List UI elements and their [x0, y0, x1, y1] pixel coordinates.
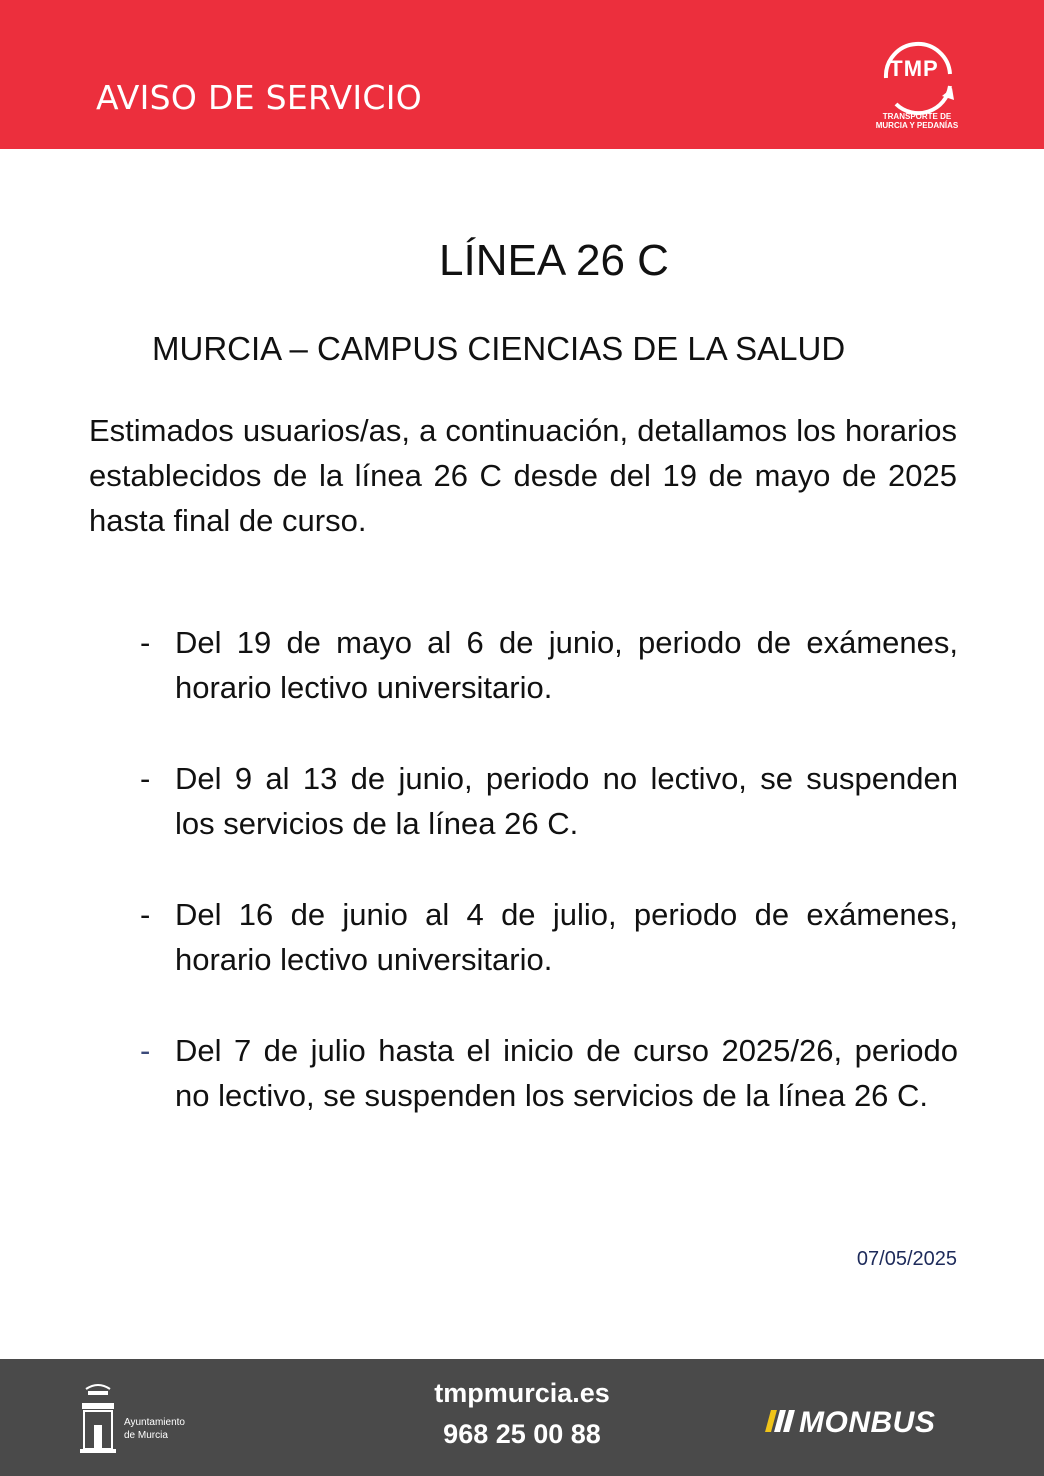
- list-item: [140, 756, 958, 846]
- website-link[interactable]: tmpmurcia.es: [434, 1378, 610, 1408]
- tmp-logo-text: TMP: [889, 56, 939, 81]
- schedule-list: [140, 620, 958, 1164]
- line-title: LÍNEA 26 C: [439, 236, 669, 285]
- list-item: [140, 1028, 958, 1118]
- list-item-text: Del 7 de julio hasta el inicio de curso 2025/26, periodo no lectivo, se suspenden los servicios de la línea 26 C.: [175, 1033, 958, 1113]
- list-dash: -: [140, 1033, 151, 1068]
- city-hall-label-1: Ayuntamiento: [124, 1417, 185, 1428]
- city-hall-label-2: de Murcia: [124, 1430, 168, 1441]
- monbus-bars-icon: [768, 1406, 795, 1440]
- list-dash: -: [140, 897, 151, 932]
- list-dash: -: [140, 625, 151, 660]
- list-item: [140, 892, 958, 982]
- route-title: MURCIA – CAMPUS CIENCIAS DE LA SALUD: [152, 330, 846, 367]
- list-dash: -: [140, 761, 151, 796]
- tmp-logo-subtitle: [862, 112, 972, 130]
- notice-date: 07/05/2025: [856, 1248, 957, 1270]
- tmp-logo-subtitle-1: TRANSPORTE DE: [882, 112, 952, 121]
- notice-type-title: AVISO DE SERVICIO: [96, 78, 423, 117]
- list-item-text: Del 19 de mayo al 6 de junio, periodo de exámenes, horario lectivo universitario.: [175, 625, 958, 705]
- monbus-logo-text: MONBUS: [799, 1406, 936, 1439]
- list-item: [140, 620, 958, 710]
- tmp-logo-subtitle-2: MURCIA Y PEDANÍAS: [875, 121, 959, 130]
- intro-paragraph: Estimados usuarios/as, a continuación, detallamos los horarios establecidos de la línea 26 C desde del 19 de mayo de 2025 hasta final de curso.: [89, 413, 957, 538]
- monbus-logo: [768, 1406, 935, 1440]
- phone-number: 968 25 00 88: [443, 1419, 601, 1449]
- list-item-text: Del 16 de junio al 4 de julio, periodo de exámenes, horario lectivo universitario.: [175, 897, 958, 977]
- list-item-text: Del 9 al 13 de junio, periodo no lectivo, se suspenden los servicios de la línea 26 C.: [175, 761, 958, 841]
